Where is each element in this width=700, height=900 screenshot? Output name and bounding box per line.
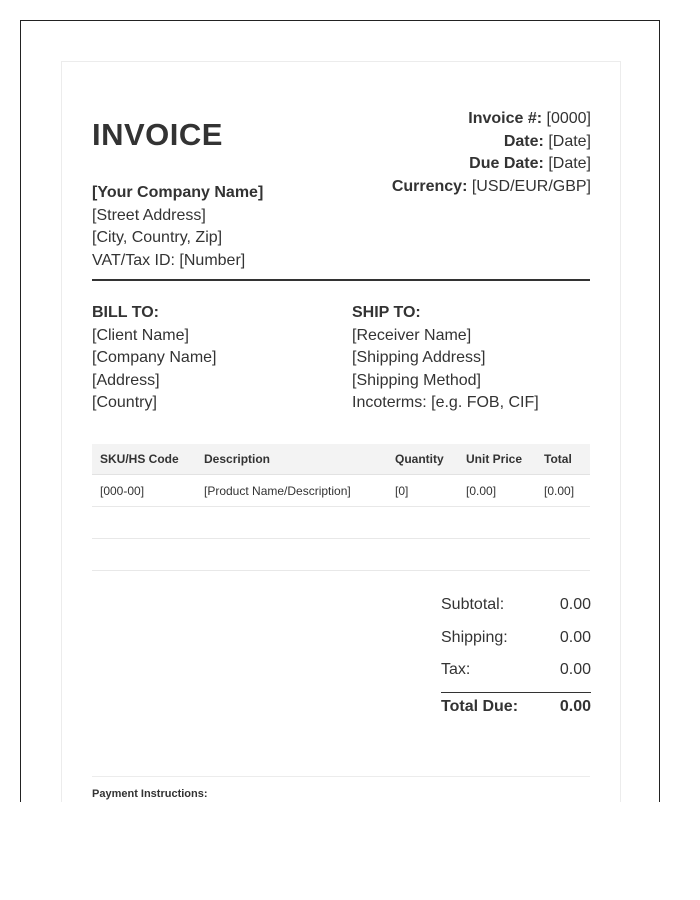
ship-to-line: [Receiver Name] xyxy=(352,326,472,344)
payment-divider xyxy=(92,776,590,777)
column-header-quantity: Quantity xyxy=(387,444,458,475)
line-items-table xyxy=(92,444,590,571)
bill-to-line: [Address] xyxy=(92,371,160,389)
meta-value: [Date] xyxy=(548,132,591,150)
column-header-description: Description xyxy=(196,444,387,475)
total-due-label: Total Due: xyxy=(441,697,519,715)
meta-value: [Date] xyxy=(548,155,591,172)
total-due-row xyxy=(441,693,591,721)
company-street: [Street Address] xyxy=(92,206,206,224)
column-header-unit-price: Unit Price xyxy=(458,444,536,475)
column-header-total: Total xyxy=(536,444,590,475)
table-row-empty xyxy=(92,507,590,539)
shipping-label: Shipping: xyxy=(441,628,508,646)
totals-block xyxy=(441,589,591,721)
subtotal-label: Subtotal: xyxy=(441,596,505,613)
bill-to-line: [Country] xyxy=(92,394,157,411)
meta-value: [USD/EUR/GBP] xyxy=(471,177,591,195)
shipping-value: 0.00 xyxy=(559,628,591,646)
cell-total: [0.00] xyxy=(536,475,590,507)
bill-to-heading: BILL TO: xyxy=(92,304,159,321)
meta-label: Invoice #: xyxy=(468,110,543,127)
meta-date xyxy=(392,131,591,154)
cell-quantity: [0] xyxy=(387,475,458,507)
subtotal-row xyxy=(441,589,591,622)
cell-unit-price: [0.00] xyxy=(458,475,536,507)
tax-value: 0.00 xyxy=(559,661,591,678)
company-name: [Your Company Name] xyxy=(92,184,264,201)
meta-value: [0000] xyxy=(546,110,591,127)
company-info xyxy=(92,182,263,272)
column-header-sku: SKU/HS Code xyxy=(92,444,196,475)
meta-invoice-number xyxy=(392,108,591,131)
ship-to-line: [Shipping Address] xyxy=(352,349,486,366)
meta-label: Date: xyxy=(503,132,544,150)
bill-to-block xyxy=(92,302,217,415)
ship-to-line: [Shipping Method] xyxy=(352,371,481,389)
invoice-meta xyxy=(392,108,591,198)
subtotal-value: 0.00 xyxy=(559,596,591,613)
invoice-sheet xyxy=(61,61,621,802)
header-divider xyxy=(92,279,590,281)
bill-to-line: [Company Name] xyxy=(92,349,217,366)
meta-label: Due Date: xyxy=(469,155,544,172)
payment-instructions-label: Payment Instructions: xyxy=(92,788,208,800)
meta-label: Currency: xyxy=(391,177,468,195)
tax-row xyxy=(441,654,591,687)
page-frame xyxy=(20,20,660,802)
bill-to-line: [Client Name] xyxy=(92,326,189,344)
ship-to-block xyxy=(352,302,539,415)
ship-to-heading: SHIP TO: xyxy=(352,304,421,321)
meta-currency xyxy=(392,176,591,199)
invoice-title: INVOICE xyxy=(92,117,223,152)
table-row xyxy=(92,475,590,507)
ship-to-line: Incoterms: [e.g. FOB, CIF] xyxy=(352,394,539,411)
table-header-row xyxy=(92,444,590,475)
table-row-empty xyxy=(92,539,590,571)
meta-due-date xyxy=(392,153,591,176)
total-due-value: 0.00 xyxy=(559,697,591,715)
cell-description: [Product Name/Description] xyxy=(196,475,387,507)
cell-sku: [000-00] xyxy=(92,475,196,507)
company-city: [City, Country, Zip] xyxy=(92,229,223,246)
tax-label: Tax: xyxy=(441,661,471,678)
shipping-row xyxy=(441,622,591,655)
company-vat: VAT/Tax ID: [Number] xyxy=(92,251,246,269)
